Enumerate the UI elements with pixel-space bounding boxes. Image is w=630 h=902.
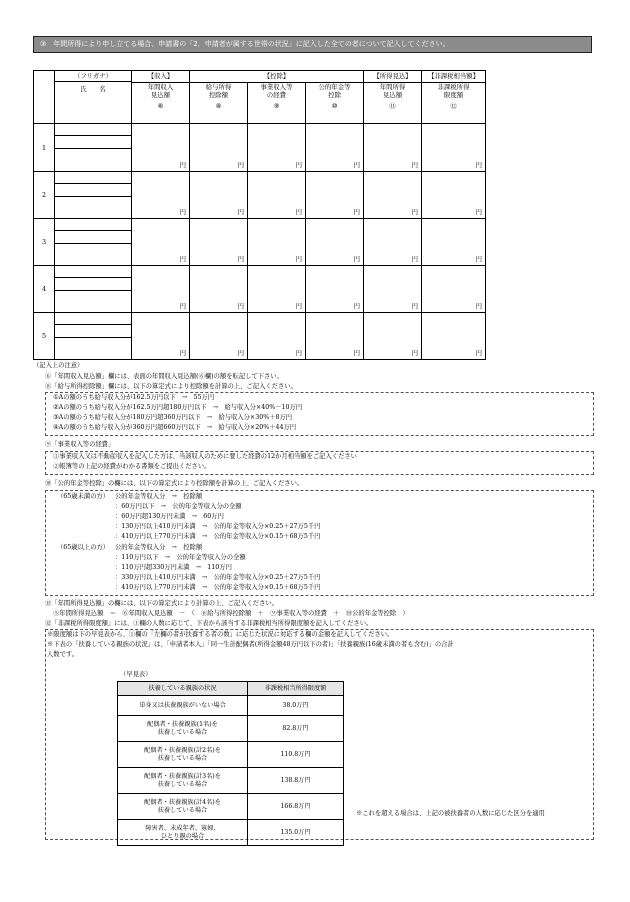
notes-title: （記入上の注意） xyxy=(33,362,84,369)
section-banner: ③ 年間所得により申し立てる場合、申請書の「2．申請者が属する世帯の状況」に記入した全ての者について記入してください。 xyxy=(33,36,592,53)
pension-rule-line: ：60万円超130万円未満 → 60万円 xyxy=(115,513,224,520)
business-expense-cell[interactable]: 円 xyxy=(248,172,306,219)
hayami-side-note: ※これを超える場合は、上記の被扶養者の人数に応じた区分を適用 xyxy=(356,810,545,817)
note-8-item: ①Aの額のうち給与収入分が162.5万円以下 → 55万円 xyxy=(53,394,215,401)
hayami-amount: 38.0万円 xyxy=(248,696,344,716)
income-estimate-cell[interactable]: 円 xyxy=(364,219,422,266)
name-input-cell[interactable] xyxy=(55,124,132,172)
pension-rule-line: ：330万円以上410万円未満 → 公的年金等収入分×0.25＋27万5千円 xyxy=(115,574,321,581)
pension-deduction-cell[interactable]: 円 xyxy=(306,219,364,266)
table-row xyxy=(34,172,486,219)
note-10: ⑩「公的年金等控除」の欄には、以下の算定式により控除額を計算の上、ご記入ください。 xyxy=(45,480,304,487)
under-65-label: （65歳未満の方） xyxy=(57,493,110,500)
note-12-sub: ※限度額は下の早見表から、①欄の「左欄の者が扶養する者の数」に応じた状況に対応する欄の金額を記入してください。 xyxy=(47,631,394,638)
annual-income-cell[interactable]: 円 xyxy=(132,124,190,172)
hayami-status: 配偶者・扶養親族(計4名)を 扶養している場合 xyxy=(118,794,248,820)
column-header-annual-income: 年間収入 見込額 ⑥ xyxy=(132,83,190,124)
income-estimate-cell[interactable]: 円 xyxy=(364,313,422,360)
row-number: 4 xyxy=(34,266,55,313)
note-12-sub: 人数です。 xyxy=(47,651,78,658)
table-row xyxy=(118,794,344,820)
hayami-status: 配偶者・扶養親族(1名)を 扶養している場合 xyxy=(118,716,248,742)
name-input-cell[interactable] xyxy=(55,313,132,360)
table-row xyxy=(34,219,486,266)
row-number: 2 xyxy=(34,172,55,219)
name-input-cell[interactable] xyxy=(55,266,132,313)
hayami-amount: 166.8万円 xyxy=(248,794,344,820)
column-header-business-expense: 事業収入等 の経費 ⑨ xyxy=(248,83,306,124)
column-header-salary-deduction: 給与所得 控除額 ⑧ xyxy=(190,83,248,124)
business-expense-cell[interactable]: 円 xyxy=(248,266,306,313)
salary-deduction-cell[interactable]: 円 xyxy=(190,172,248,219)
pension-rule-line: ：410万円以上770万円未満 → 公的年金等収入分×0.15＋68万5千円 xyxy=(115,533,321,540)
table-row xyxy=(118,742,344,768)
row-number: 3 xyxy=(34,219,55,266)
note-12: ⑫「非課税所得限度額」には、①欄の人数に応じて、下表から該当する非課税相当所得限度額を記入してください。 xyxy=(45,620,373,627)
salary-deduction-cell[interactable]: 円 xyxy=(190,219,248,266)
business-expense-cell[interactable]: 円 xyxy=(248,219,306,266)
column-header-pension-deduction: 公的年金等 控除 ⑩ xyxy=(306,83,364,124)
note-8-item: ②Aの額のうち給与収入分が162.5万円超180万円以下 → 給与収入分×40%－10万円 xyxy=(53,404,303,411)
hayami-table xyxy=(117,681,344,846)
deduction-group-header: 【控除】 xyxy=(190,71,364,83)
pension-deduction-cell[interactable]: 円 xyxy=(306,172,364,219)
annual-income-cell[interactable]: 円 xyxy=(132,313,190,360)
pension-rule-line: ：60万円以下 → 公的年金等収入分の全額 xyxy=(115,503,242,510)
tax-exempt-limit-cell[interactable]: 円 xyxy=(422,172,486,219)
hayami-header-status: 扶養している親族の状況 xyxy=(118,682,248,696)
pension-deduction-cell[interactable]: 円 xyxy=(306,313,364,360)
hayami-amount: 82.8万円 xyxy=(248,716,344,742)
tax-exempt-group-header: 【非課税相当額】 xyxy=(422,71,486,83)
column-header-income-estimate: 年間所得 見込額 ⑪ xyxy=(364,83,422,124)
table-row xyxy=(34,124,486,172)
name-header-label: 氏 名 xyxy=(80,85,106,93)
household-income-table xyxy=(33,70,486,360)
table-row xyxy=(118,696,344,716)
row-number-header xyxy=(34,71,55,124)
income-group-header: 【収入】 xyxy=(132,71,190,83)
row-number: 5 xyxy=(34,313,55,360)
name-input-cell[interactable] xyxy=(55,219,132,266)
name-input-cell[interactable] xyxy=(55,172,132,219)
note-9-item: ②帳簿等の上記の経費がわかる書類をご提出ください。 xyxy=(53,463,211,470)
hayami-header-amount: 非課税相当所得限度額 xyxy=(248,682,344,696)
tax-exempt-limit-cell[interactable]: 円 xyxy=(422,219,486,266)
table-row xyxy=(118,716,344,742)
business-expense-cell[interactable]: 円 xyxy=(248,313,306,360)
pension-rule-line: ：410万円以上770万円未満 → 公的年金等収入分×0.15＋68万5千円 xyxy=(115,584,321,591)
salary-deduction-cell[interactable]: 円 xyxy=(190,124,248,172)
column-header-tax-exempt-limit: 非課税所得 限度額 ⑫ xyxy=(422,83,486,124)
salary-deduction-cell[interactable]: 円 xyxy=(190,266,248,313)
note-9-item: ①事業収入又は不動産収入を記入した方は、当該収入のために要した経費の12か月相当額をご記入ください xyxy=(53,453,357,460)
annual-income-cell[interactable]: 円 xyxy=(132,219,190,266)
hayami-status: 障害者、未成年者、寡婦、 ひとり親の場合 xyxy=(118,820,248,846)
hayami-amount: 135.0万円 xyxy=(248,820,344,846)
table-row xyxy=(34,266,486,313)
business-expense-cell[interactable]: 円 xyxy=(248,124,306,172)
tax-exempt-limit-cell[interactable]: 円 xyxy=(422,313,486,360)
pension-deduction-cell[interactable]: 円 xyxy=(306,266,364,313)
hayami-amount: 138.8万円 xyxy=(248,768,344,794)
note-9: ⑨「事業収入等の経費」 xyxy=(45,441,115,448)
row-number: 1 xyxy=(34,124,55,172)
hayami-status: 配偶者・扶養親族(計3名)を 扶養している場合 xyxy=(118,768,248,794)
hayami-amount: 110.8万円 xyxy=(248,742,344,768)
over-65-label: （65歳以上の方） xyxy=(57,544,110,551)
furigana-header-label: （フリガナ） xyxy=(55,71,131,82)
pension-deduction-cell[interactable]: 円 xyxy=(306,124,364,172)
note-8-item: ④Aの額のうち給与収入分が360万円超660万円以下 → 給与収入分×20%＋44万円 xyxy=(53,424,297,431)
table-row xyxy=(118,768,344,794)
note-8: ⑧「給与所得控除額」欄には、以下の算定式により控除額を計算の上、ご記入ください。 xyxy=(45,383,297,390)
note-11: ⑪「年間所得見込額」の欄には、以下の算定式により計算の上、ご記入ください。 xyxy=(45,600,278,607)
note-8-item: ③Aの額のうち給与収入分が180万円超360万円以下 → 給与収入分×30%＋8万円 xyxy=(53,414,293,421)
table-row xyxy=(34,313,486,360)
pension-rule-line: ：110万円超330万円未満 → 110万円 xyxy=(115,564,232,571)
tax-exempt-limit-cell[interactable]: 円 xyxy=(422,124,486,172)
pension-rule-line: 公的年金等収入分 → 控除額 xyxy=(115,493,203,500)
income-estimate-group-header: 【所得見込】 xyxy=(364,71,422,83)
pension-rule-line: 公的年金等収入分 → 控除額 xyxy=(115,544,203,551)
pension-rule-line: ：130万円以上410万円未満 → 公的年金等収入分×0.25＋27万5千円 xyxy=(115,523,321,530)
annual-income-cell[interactable]: 円 xyxy=(132,266,190,313)
tax-exempt-limit-cell[interactable]: 円 xyxy=(422,266,486,313)
salary-deduction-cell[interactable]: 円 xyxy=(190,313,248,360)
table-row xyxy=(118,820,344,846)
name-header xyxy=(55,71,132,124)
note-12-sub: ※下表の「扶養している親族の状況」は、「申請者本人」「同一生計配偶者(所得金額48万円以下の者)」「扶養親族(16歳未満の者も含む)」の合計 xyxy=(47,641,454,648)
hayami-title: （早見表） xyxy=(120,671,152,678)
income-estimate-cell[interactable]: 円 xyxy=(364,172,422,219)
income-estimate-cell[interactable]: 円 xyxy=(364,266,422,313)
pension-rule-line: ：110万円以下 → 公的年金等収入分の全額 xyxy=(115,554,246,561)
note-11-formula: ⑤年間所得見込額 ＝ ⑥年間収入見込額 － （ ⑧給与所得控除額 ＋ ⑨事業収入等の経費 ＋ ⑩公的年金等控除 ） xyxy=(53,610,409,617)
income-estimate-cell[interactable]: 円 xyxy=(364,124,422,172)
hayami-status: 単身又は扶養親族がいない場合 xyxy=(118,696,248,716)
annual-income-cell[interactable]: 円 xyxy=(132,172,190,219)
hayami-status: 配偶者・扶養親族(計2名)を 扶養している場合 xyxy=(118,742,248,768)
note-6: ⑥「年間収入見込額」欄には、表面の年間収入見込額(⑥欄)の額を転記して下さい。 xyxy=(45,373,283,380)
